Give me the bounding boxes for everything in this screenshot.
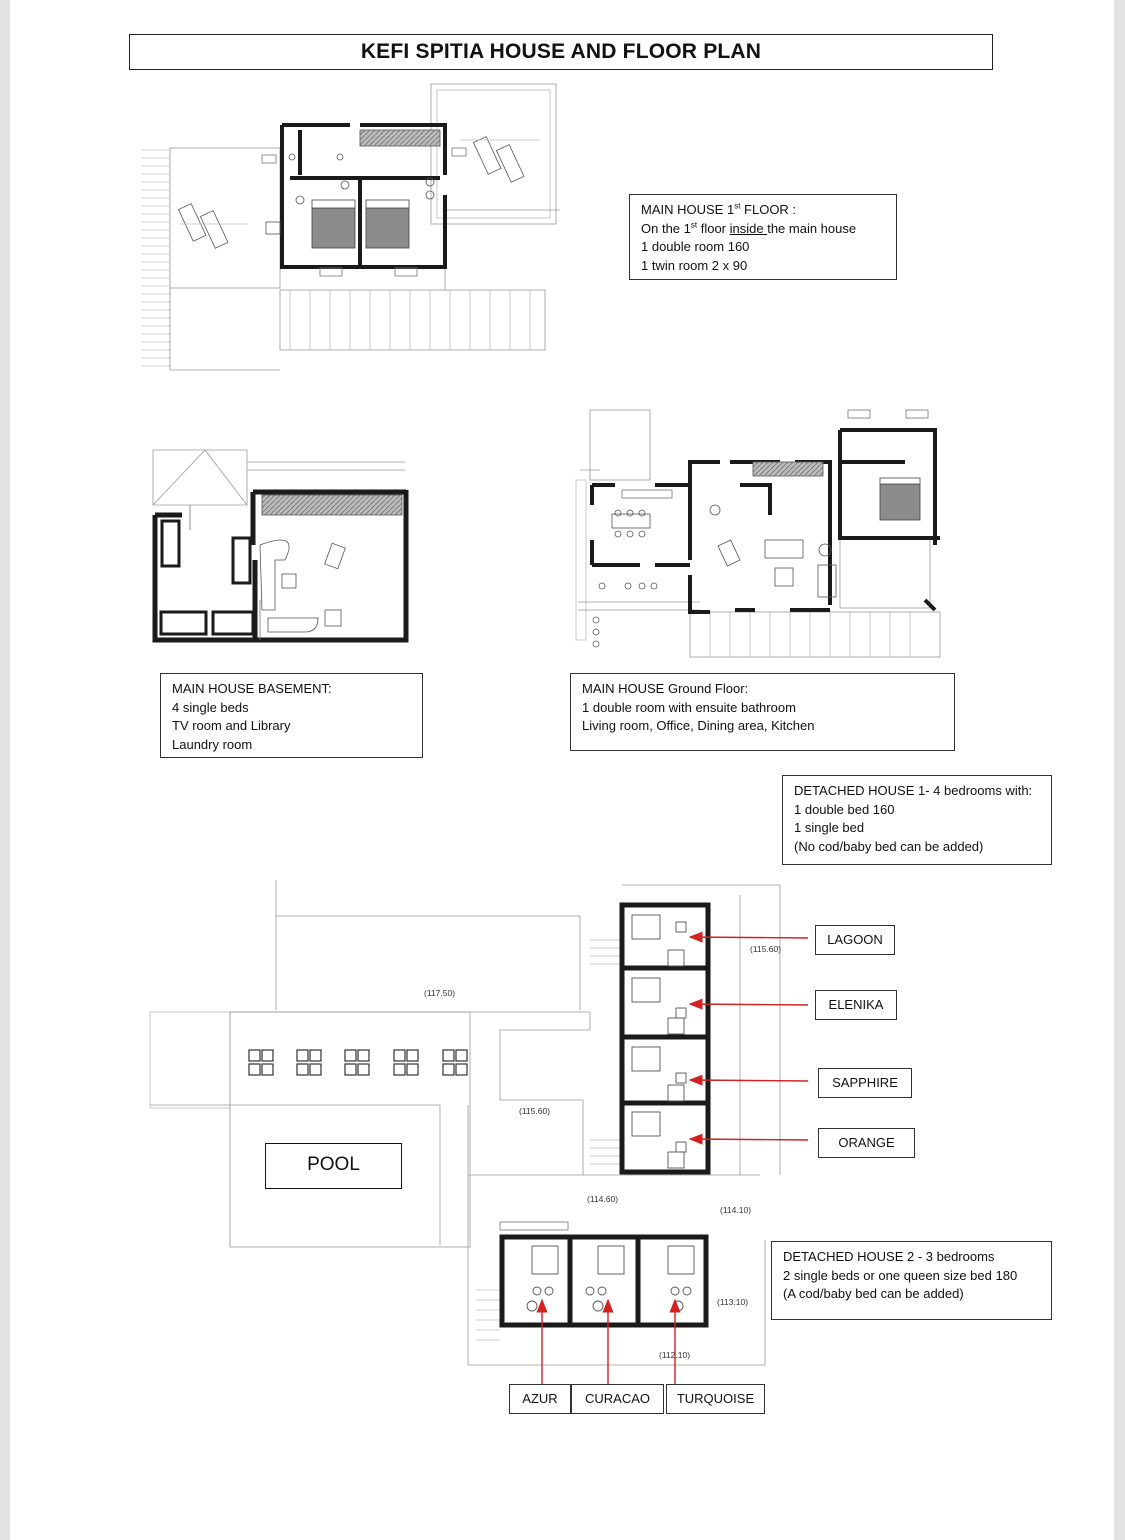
arrow-orange — [690, 1139, 808, 1140]
detached-house-1-info-box — [782, 775, 1052, 865]
room-label-lagoon: LAGOON — [815, 925, 895, 955]
room-label-curacao: CURACAO — [571, 1384, 664, 1414]
level-114-60: (114.60) — [587, 1194, 619, 1204]
first-floor-line-3: 1 twin room 2 x 90 — [641, 257, 748, 273]
room-arrows — [542, 937, 808, 1385]
room-label-azur: AZUR — [509, 1384, 571, 1414]
level-117-50: (117.50) — [424, 988, 456, 998]
ground-floor-heading: MAIN HOUSE Ground Floor: — [582, 681, 749, 696]
level-115-60-house1: (115.60) — [750, 944, 782, 954]
room-label-orange: ORANGE — [818, 1128, 915, 1158]
room-label-sapphire: SAPPHIRE — [818, 1068, 912, 1098]
room-label-elenika: ELENIKA — [815, 990, 897, 1020]
detached2-heading: DETACHED HOUSE 2 - 3 bedrooms — [783, 1249, 995, 1264]
site-plan — [150, 880, 780, 1365]
level-114-10: (114.10) — [720, 1205, 752, 1215]
basement-line-3: Laundry room — [172, 736, 253, 752]
arrow-sapphire — [690, 1080, 808, 1081]
ground-floor-line-2: Living room, Office, Dining area, Kitchen — [582, 718, 815, 733]
level-115-60-pool: (115.60) — [519, 1106, 551, 1116]
detached2-line-1: 2 single beds or one queen size bed 180 — [783, 1267, 1018, 1283]
level-readouts — [424, 944, 781, 1360]
detached1-line-1: 1 double bed 160 — [794, 801, 895, 817]
basement-info-box — [160, 673, 423, 758]
ground-floor-plan — [576, 410, 940, 657]
detached-house-2-info-box — [771, 1241, 1052, 1320]
ground-floor-info-box — [570, 673, 955, 751]
first-floor-plan — [142, 84, 560, 370]
level-112-10: (112.10) — [659, 1350, 691, 1360]
room-label-turquoise: TURQUOISE — [666, 1384, 765, 1414]
arrow-lagoon — [690, 937, 808, 938]
basement-line-2: TV room and Library — [172, 718, 291, 733]
detached1-heading: DETACHED HOUSE 1- 4 bedrooms with: — [794, 783, 1033, 798]
ground-floor-line-1: 1 double room with ensuite bathroom — [582, 699, 796, 715]
first-floor-heading: MAIN HOUSE 1st FLOOR : — [641, 201, 797, 217]
basement-line-1: 4 single beds — [172, 699, 249, 715]
detached1-line-3: (No cod/baby bed can be added) — [794, 838, 984, 854]
detached1-line-2: 1 single bed — [794, 820, 865, 835]
basement-heading: MAIN HOUSE BASEMENT: — [172, 681, 332, 696]
level-113-10: (113.10) — [717, 1297, 749, 1307]
arrow-elenika — [690, 1004, 808, 1005]
first-floor-line-2: 1 double room 160 — [641, 239, 750, 254]
page-title: KEFI SPITIA HOUSE AND FLOOR PLAN — [129, 34, 993, 70]
pool-label: POOL — [265, 1143, 402, 1189]
first-floor-info-box — [629, 194, 897, 280]
detached2-line-2: (A cod/baby bed can be added) — [783, 1286, 964, 1301]
basement-plan — [153, 450, 406, 640]
first-floor-line-1: On the 1st floor inside the main house — [641, 220, 857, 236]
